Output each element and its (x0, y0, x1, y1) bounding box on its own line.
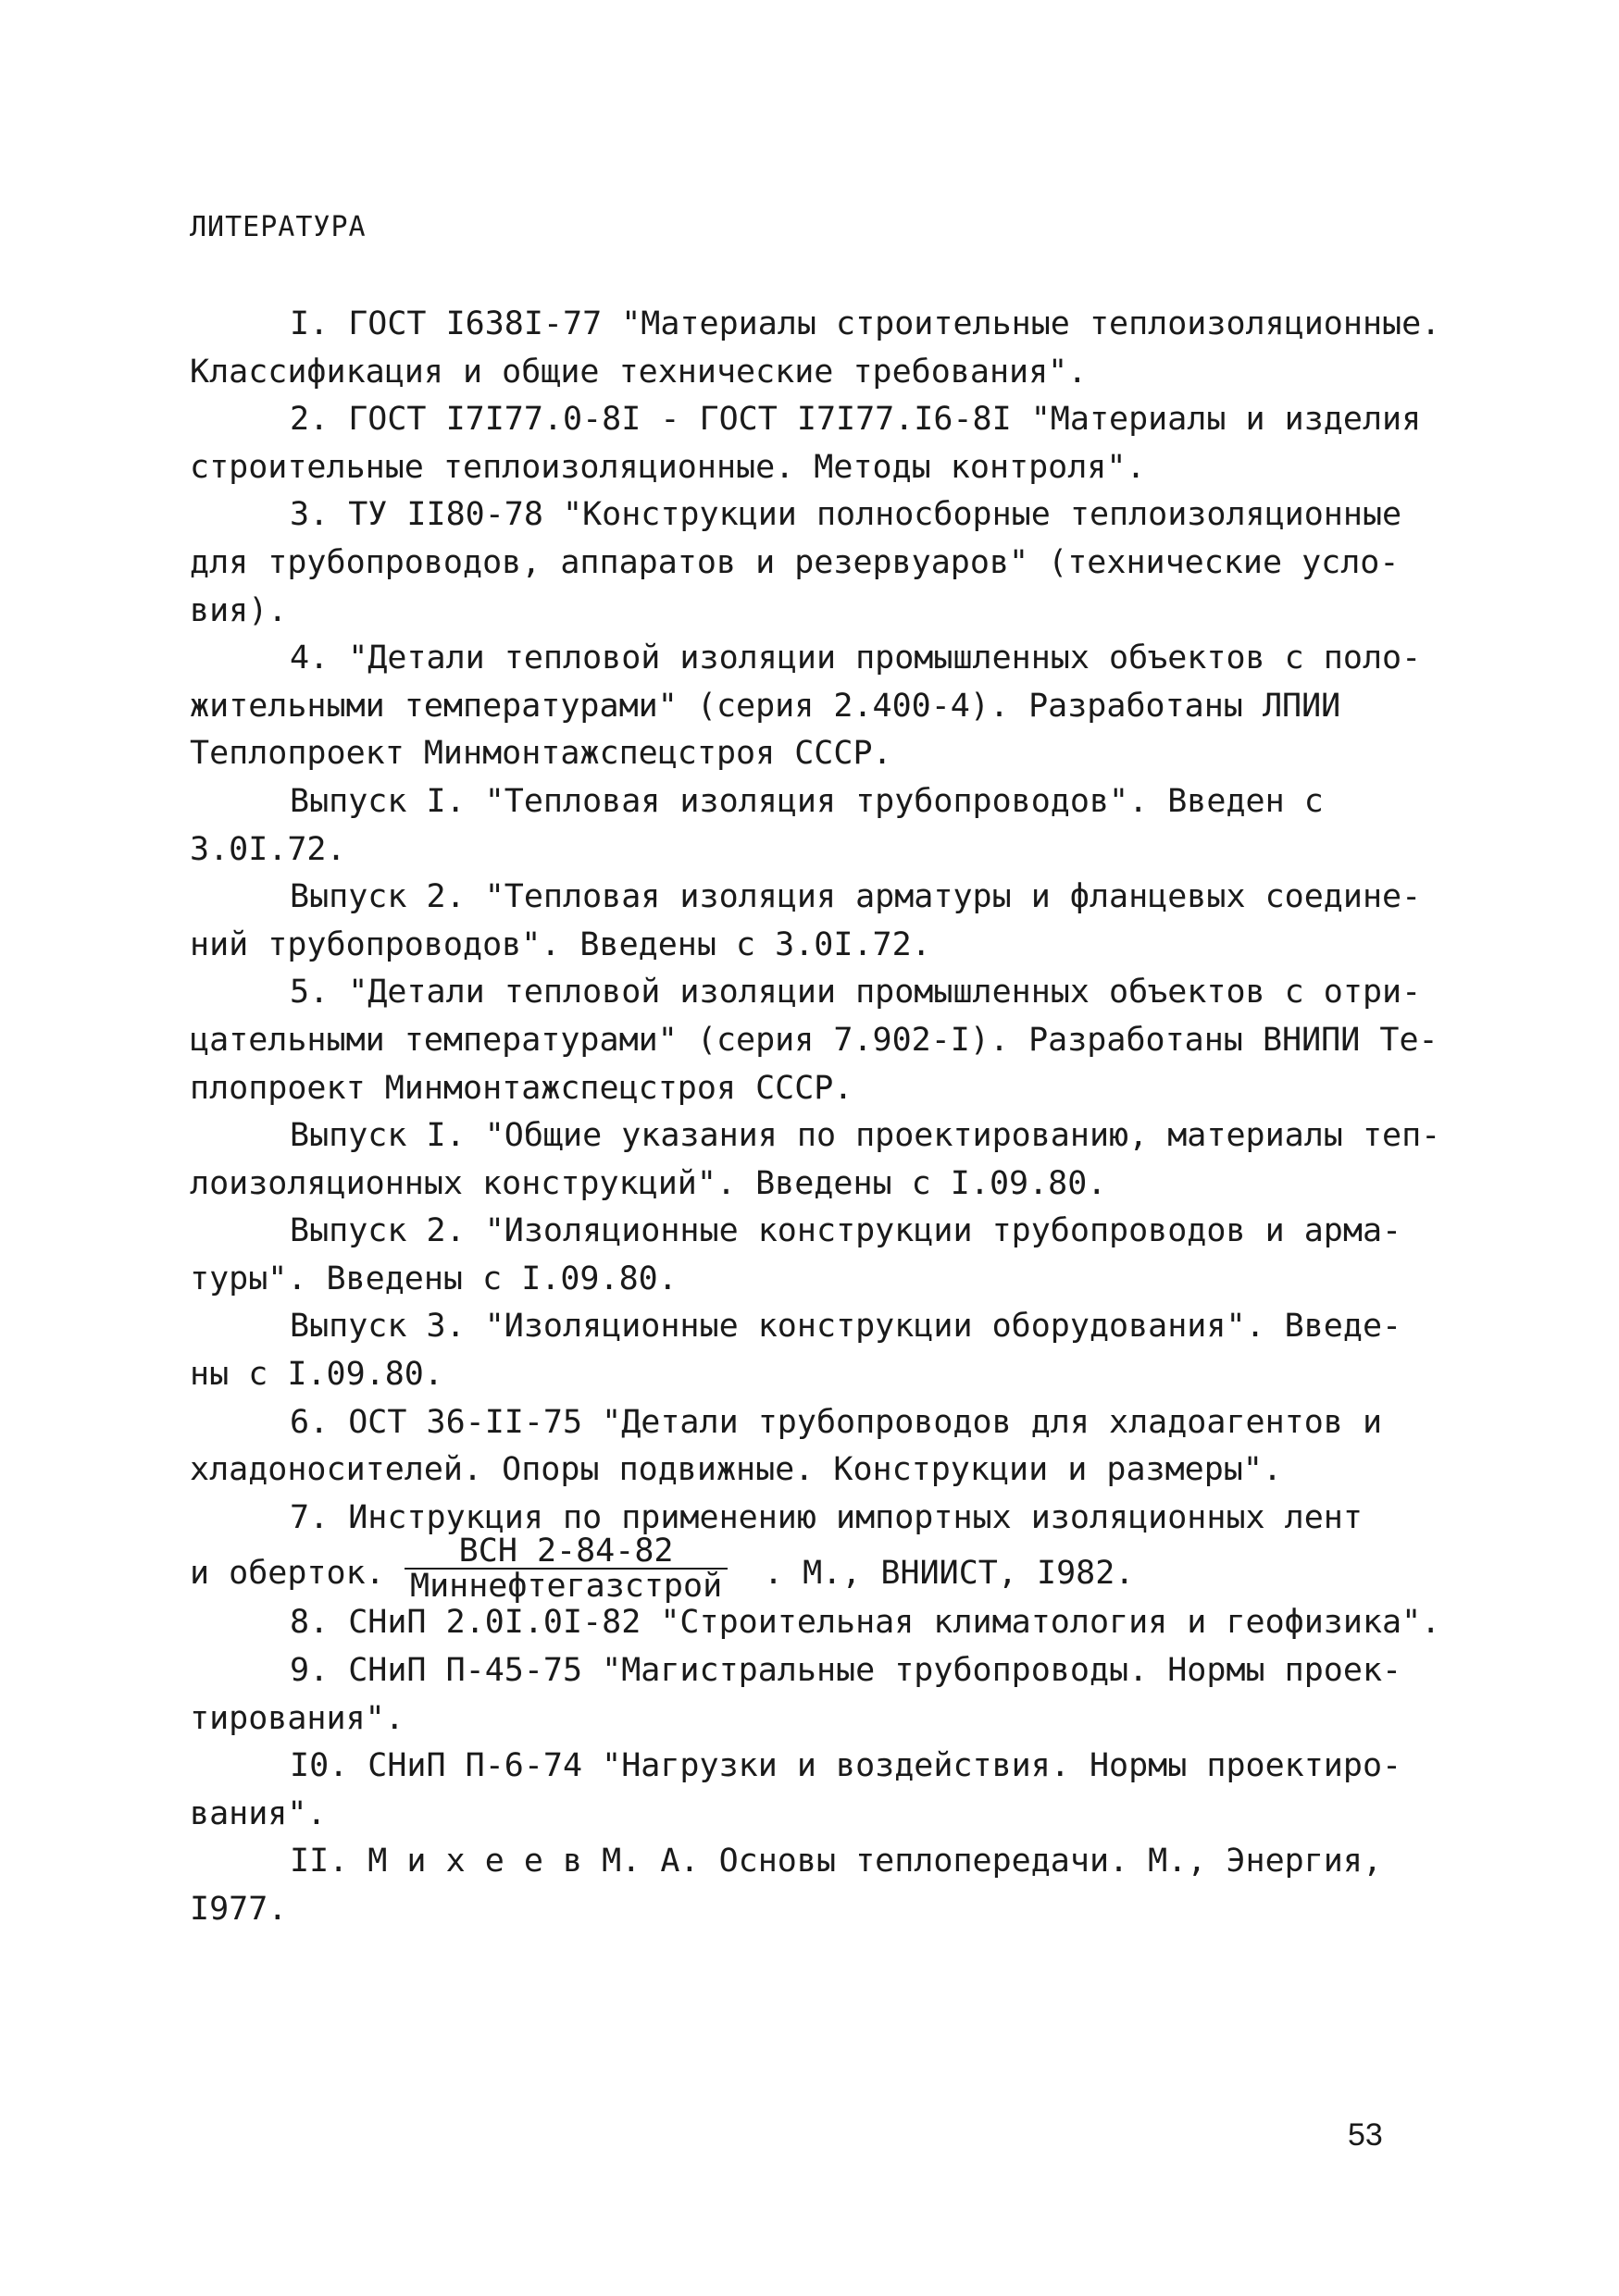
reference-line: Выпуск 2. "Изоляционные конструкции трубопроводов и арма- (290, 1212, 1402, 1250)
fraction-numerator: ВСН 2-84-82 (405, 1534, 728, 1570)
reference-line: 3.0I.72. (190, 830, 346, 868)
reference-line: плопроект Минмонтажспецстроя СССР. (190, 1069, 853, 1107)
reference-line: 7. Инструкция по применению импортных изоляционных лент (290, 1498, 1363, 1536)
reference-line: I. ГОСТ I638I-77 "Материалы строительные теплоизоляционные. (290, 305, 1441, 342)
reference-line: хладоносителей. Опоры подвижные. Конструкции и размеры". (190, 1451, 1283, 1489)
fraction-suffix: . М., ВНИИСТ, I982. (764, 1555, 1135, 1593)
reference-line: строительные теплоизоляционные. Методы контроля". (190, 448, 1146, 486)
reference-line: I0. СНиП П-6-74 "Нагрузки и воздействия. Нормы проектиро- (290, 1747, 1402, 1785)
reference-line: 8. СНиП 2.0I.0I-82 "Строительная климатология и геофизика". (290, 1604, 1441, 1642)
references-block-2 (190, 1599, 1439, 1933)
references-list (190, 301, 1439, 1934)
page-number: 53 (1348, 2117, 1383, 2153)
reference-line: ны с I.09.80. (190, 1356, 443, 1394)
reference-line: жительными температурами" (серия 2.400-4). Разработаны ЛПИИ (190, 687, 1341, 725)
reference-line: 9. СНиП П-45-75 "Магистральные трубопроводы. Нормы проек- (290, 1652, 1402, 1690)
reference-line: Выпуск I. "Общие указания по проектированию, материалы теп- (290, 1117, 1441, 1155)
fraction-prefix: и оберток. (190, 1555, 385, 1593)
references-block-1 (190, 301, 1439, 1542)
reference-line: тирования". (190, 1699, 405, 1737)
reference-line: 2. ГОСТ I7I77.0-8I - ГОСТ I7I77.I6-8I "Материалы и изделия (290, 401, 1422, 439)
reference-line: Выпуск 2. "Тепловая изоляция арматуры и фланцевых соедине- (290, 878, 1422, 916)
reference-line: I977. (190, 1891, 288, 1928)
reference-line: вия). (190, 591, 288, 629)
reference-line-fraction (190, 1533, 1439, 1606)
reference-line: Теплопроект Минмонтажспецстроя СССР. (190, 735, 892, 773)
reference-line: Выпуск 3. "Изоляционные конструкции оборудования". Введе- (290, 1308, 1402, 1346)
fraction-denominator: Миннефтегазстрой (410, 1568, 723, 1606)
reference-line: туры". Введены с I.09.80. (190, 1260, 678, 1297)
reference-line: Классификация и общие технические требования". (190, 353, 1088, 391)
reference-line: Выпуск I. "Тепловая изоляция трубопроводов". Введен с (290, 782, 1324, 820)
reference-line: II. М и х е е в М. А. Основы теплопередачи. М., Энергия, (290, 1843, 1383, 1880)
reference-line: вания". (190, 1794, 327, 1832)
reference-line: ний трубопроводов". Введены с 3.0I.72. (190, 925, 931, 963)
reference-line: 4. "Детали тепловой изоляции промышленных объектов с поло- (290, 639, 1422, 677)
document-code-fraction (405, 1533, 728, 1606)
page-title: ЛИТЕРАТУРА (190, 211, 367, 243)
reference-line: 5. "Детали тепловой изоляции промышленных объектов с отри- (290, 974, 1422, 1011)
reference-line: цательными температурами" (серия 7.902-I). Разработаны ВНИПИ Те- (190, 1021, 1438, 1059)
reference-line: 6. ОСТ 36-II-75 "Детали трубопроводов для хладоагентов и (290, 1403, 1383, 1441)
reference-line: 3. ТУ II80-78 "Конструкции полносборные теплоизоляционные (290, 496, 1402, 534)
reference-line: лоизоляционных конструкций". Введены с I.09.80. (190, 1164, 1107, 1202)
reference-line: для трубопроводов, аппаратов и резервуаров" (технические усло- (190, 543, 1400, 581)
